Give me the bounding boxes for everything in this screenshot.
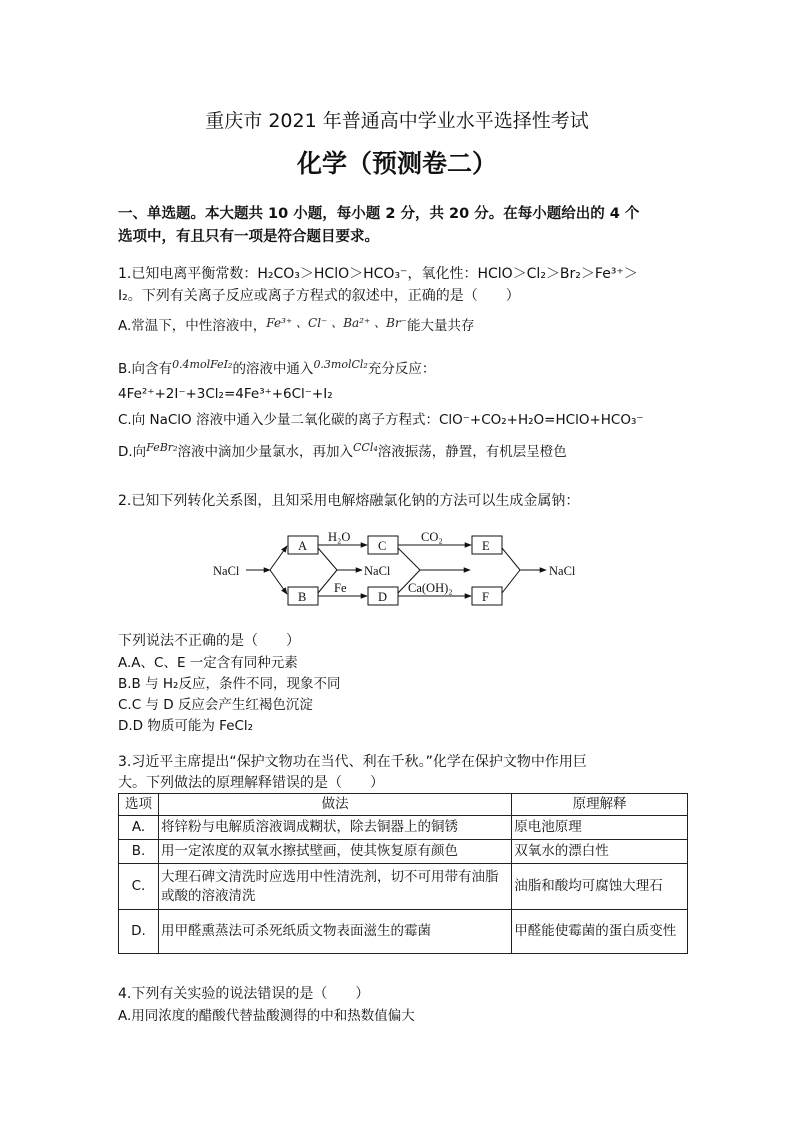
label-b: B: [298, 590, 307, 604]
q3-stem-line1: 3.习近平主席提出“保护文物功在当代、利在千秋。”化学在保护文物中作用巨: [118, 754, 587, 770]
table-row: [119, 910, 688, 954]
line-e-right: [502, 548, 520, 570]
line-c-cross: [398, 548, 420, 570]
table-cell-reason: 双氧水的漂白性: [512, 840, 688, 864]
exam-subtitle: 化学（预测卷二）: [296, 149, 497, 178]
section-heading-line2: 选项中，有且只有一项是符合题目要求。: [118, 229, 379, 245]
section-heading-line1: 一、单选题。本大题共 10 小题，每小题 2 分，共 20 分。在每小题给出的 4 个: [118, 206, 640, 222]
q3-table: [118, 793, 688, 954]
label-c: C: [378, 539, 387, 553]
q2-option-d: D.D 物质可能为 FeCl₂: [118, 718, 254, 734]
q1-option-a-suffix: 能大量共存: [407, 318, 475, 334]
q4-stem: 4.下列有关实验的说法错误的是（ ）: [118, 986, 370, 1002]
label-nacl-left: NaCl: [213, 564, 240, 578]
q1-option-b-suffix: 充分反应：: [367, 361, 436, 377]
label-fe: Fe: [334, 581, 347, 595]
q1-option-b-fei2: 0.4molFeI₂: [172, 358, 233, 371]
q1-stem-line1: 1.已知电离平衡常数：H₂CO₃＞HClO＞HCO₃⁻，氧化性：HClO＞Cl₂＞Br₂＞Fe³⁺＞: [118, 266, 638, 282]
exam-title: 重庆市 2021 年普通高中学业水平选择性考试: [205, 110, 589, 132]
q2-option-b: B.B 与 H₂反应，条件不同，现象不同: [118, 676, 341, 692]
table-header-reason: 原理解释: [512, 794, 688, 816]
table-header-option: 选项: [119, 794, 159, 816]
q2-prompt: 下列说法不正确的是（ ）: [118, 633, 300, 649]
arrow-to-a: [270, 546, 287, 570]
table-cell-method: 大理石碑文清洗时应选用中性清洗剂，切不可用带有油脂或酸的溶液清洗: [158, 864, 511, 910]
q1-stem-line2: I₂。下列有关离子反应或离子方程式的叙述中，正确的是（ ）: [118, 288, 520, 304]
table-cell-option: D.: [119, 910, 159, 954]
table-header-row: [119, 794, 688, 816]
q1-option-b-equation: 4Fe²⁺+2I⁻+3Cl₂=4Fe³⁺+6Cl⁻+I₂: [118, 386, 333, 402]
q1-option-d-febr2: FeBr₂: [146, 441, 178, 454]
q1-option-a-prefix: A.常温下，中性溶液中，: [118, 318, 267, 334]
table-cell-reason: 油脂和酸均可腐蚀大理石: [512, 864, 688, 910]
q1-option-c: C.向 NaClO 溶液中通入少量二氧化碳的离子方程式：ClO⁻+CO₂+H₂O=HClO+HCO₃⁻: [118, 412, 644, 428]
table-header-method: 做法: [158, 794, 511, 816]
label-e: E: [482, 539, 490, 553]
table-cell-option: C.: [119, 864, 159, 910]
q4-option-a: A.用同浓度的醋酸代替盐酸测得的中和热数值偏大: [118, 1008, 415, 1024]
table-cell-reason: 甲醛能使霉菌的蛋白质变性: [512, 910, 688, 954]
q1-option-b-cl2: 0.3molCl₂: [313, 358, 368, 371]
label-nacl-mid: NaCl: [364, 564, 391, 578]
q1-option-b-prefix: B.向含有: [118, 361, 173, 377]
q1-option-d-prefix: D.向: [118, 444, 147, 460]
line-f-right: [502, 570, 520, 593]
q1-option-d-mid: 溶液中滴加少量氯水，再加入: [177, 444, 353, 460]
q1-option-d-ccl4: CCl₄: [352, 441, 378, 454]
label-h2o: H₂O: [328, 530, 351, 544]
label-nacl-right: NaCl: [549, 564, 576, 578]
table-cell-reason: 原电池原理: [512, 816, 688, 840]
label-f: F: [482, 590, 489, 604]
table-cell-method: 将锌粉与电解质溶液调成糊状，除去铜器上的铜锈: [158, 816, 511, 840]
table-row: [119, 840, 688, 864]
q2-stem: 2.已知下列转化关系图，且知采用电解熔融氯化钠的方法可以生成金属钠：: [118, 493, 580, 509]
q1-option-b-mid: 的溶液中通入: [232, 361, 314, 377]
q2-option-a: A.A、C、E 一定含有同种元素: [118, 655, 298, 671]
label-d: D: [378, 590, 388, 604]
q1-option-a-ions: Fe³⁺ 、Cl⁻ 、Ba²⁺ 、Br⁻: [266, 316, 408, 330]
table-row: [119, 816, 688, 840]
table-cell-method: 用甲醛熏蒸法可杀死纸质文物表面滋生的霉菌: [158, 910, 511, 954]
line-a-mid: [318, 548, 337, 570]
table-row: [119, 864, 688, 910]
arrow-to-b: [270, 570, 287, 594]
label-a: A: [298, 539, 308, 553]
q3-stem-line2: 大。下列做法的原理解释错误的是（ ）: [118, 775, 384, 791]
table-cell-option: A.: [119, 816, 159, 840]
label-co2: CO₂: [421, 530, 443, 544]
q1-option-d-suffix: 溶液振荡，静置，有机层呈橙色: [377, 444, 567, 460]
table-cell-method: 用一定浓度的双氧水擦拭壁画，使其恢复原有颜色: [158, 840, 511, 864]
q2-option-c: C.C 与 D 反应会产生红褐色沉淀: [118, 697, 313, 713]
table-cell-option: B.: [119, 840, 159, 864]
label-caoh2: Ca(OH)₂: [408, 581, 453, 595]
